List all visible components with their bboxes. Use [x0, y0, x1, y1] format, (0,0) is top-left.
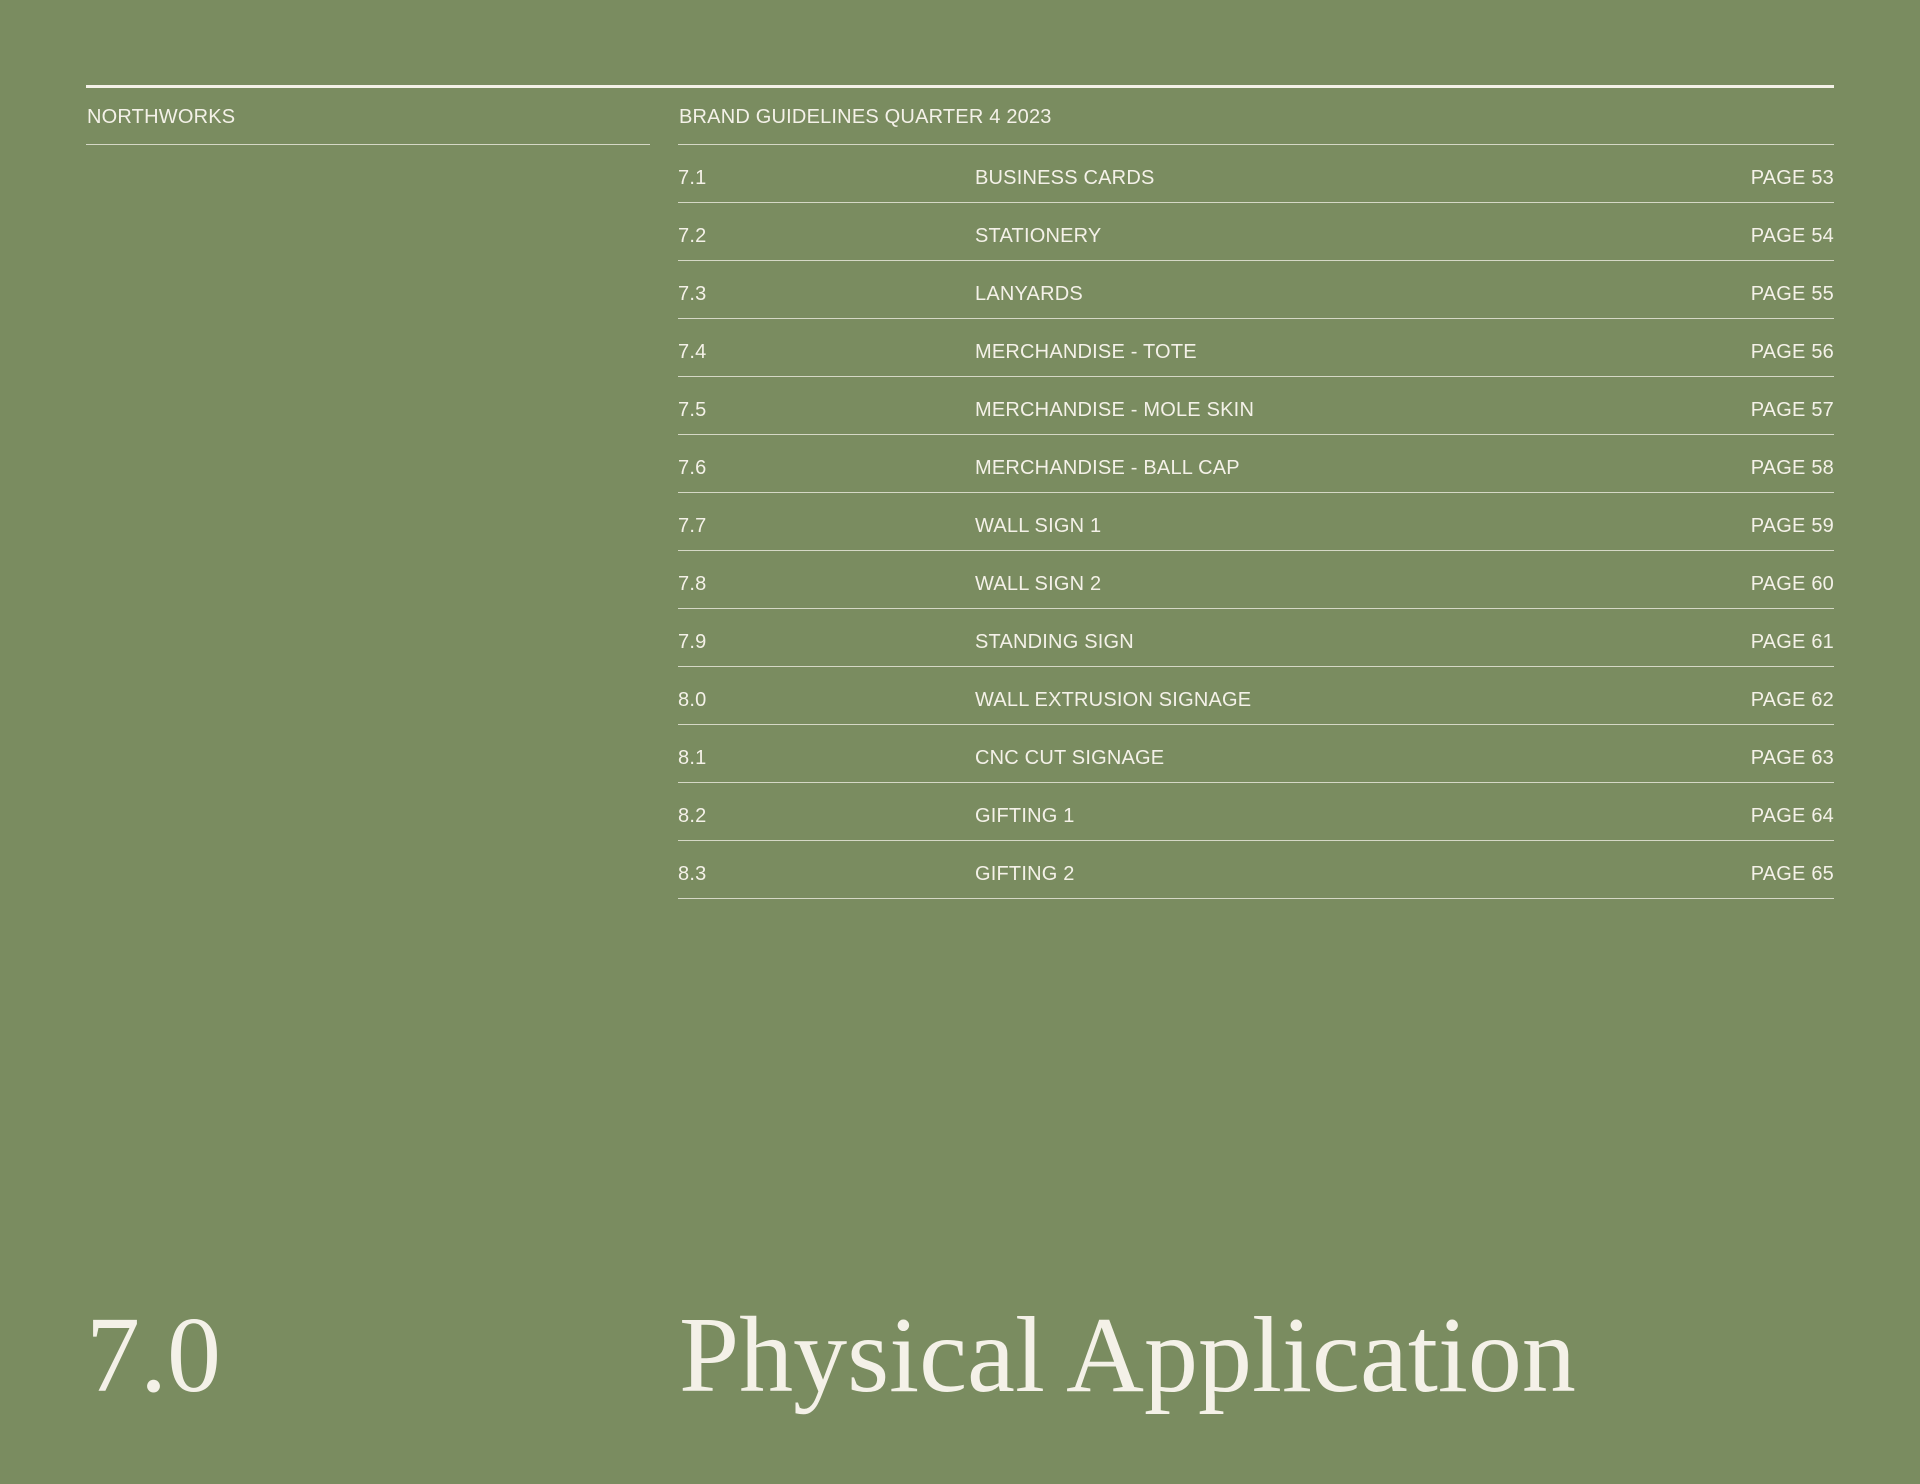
toc-row[interactable]: [678, 377, 1834, 435]
toc-page-reference: PAGE 56: [1750, 341, 1834, 363]
toc-section-number: 8.0: [678, 689, 707, 711]
toc-section-title: STANDING SIGN: [975, 631, 1134, 653]
brand-divider: [86, 144, 650, 145]
document-title: BRAND GUIDELINES QUARTER 4 2023: [679, 106, 1052, 128]
toc-section-number: 8.3: [678, 863, 707, 885]
toc-page-reference: PAGE 53: [1750, 167, 1834, 189]
section-title: Physical Application: [679, 1296, 1576, 1415]
toc-section-title: GIFTING 1: [975, 805, 1075, 827]
toc-section-number: 7.3: [678, 283, 707, 305]
header-top-rule: [86, 85, 1834, 88]
toc-section-number: 7.4: [678, 341, 707, 363]
toc-section-title: MERCHANDISE - TOTE: [975, 341, 1197, 363]
toc-row[interactable]: [678, 493, 1834, 551]
toc-row[interactable]: [678, 841, 1834, 899]
table-of-contents: [678, 144, 1834, 899]
toc-page-reference: PAGE 62: [1750, 689, 1834, 711]
toc-section-number: 7.8: [678, 573, 707, 595]
toc-section-title: WALL SIGN 1: [975, 515, 1102, 537]
toc-page-reference: PAGE 59: [1750, 515, 1834, 537]
toc-page-reference: PAGE 63: [1750, 747, 1834, 769]
toc-section-number: 7.7: [678, 515, 707, 537]
toc-section-number: 7.9: [678, 631, 707, 653]
section-number: 7.0: [86, 1296, 221, 1415]
toc-page-reference: PAGE 57: [1750, 399, 1834, 421]
brand-name: NORTHWORKS: [87, 106, 236, 128]
toc-section-title: WALL SIGN 2: [975, 573, 1102, 595]
toc-section-title: MERCHANDISE - BALL CAP: [975, 457, 1240, 479]
toc-section-title: LANYARDS: [975, 283, 1083, 305]
toc-section-number: 8.2: [678, 805, 707, 827]
toc-page-reference: PAGE 65: [1750, 863, 1834, 885]
toc-row[interactable]: [678, 261, 1834, 319]
toc-section-number: 8.1: [678, 747, 707, 769]
toc-row[interactable]: [678, 145, 1834, 203]
toc-row[interactable]: [678, 435, 1834, 493]
toc-row[interactable]: [678, 783, 1834, 841]
toc-section-number: 7.1: [678, 167, 707, 189]
toc-row[interactable]: [678, 319, 1834, 377]
toc-row[interactable]: [678, 667, 1834, 725]
toc-row[interactable]: [678, 551, 1834, 609]
toc-page-reference: PAGE 60: [1750, 573, 1834, 595]
toc-row[interactable]: [678, 609, 1834, 667]
toc-row[interactable]: [678, 725, 1834, 783]
toc-row[interactable]: [678, 203, 1834, 261]
toc-section-title: GIFTING 2: [975, 863, 1075, 885]
toc-page-reference: PAGE 54: [1750, 225, 1834, 247]
toc-section-title: BUSINESS CARDS: [975, 167, 1155, 189]
toc-section-title: WALL EXTRUSION SIGNAGE: [975, 689, 1252, 711]
toc-section-number: 7.5: [678, 399, 707, 421]
toc-section-title: STATIONERY: [975, 225, 1102, 247]
toc-page-reference: PAGE 61: [1750, 631, 1834, 653]
toc-section-number: 7.6: [678, 457, 707, 479]
toc-page-reference: PAGE 55: [1750, 283, 1834, 305]
toc-section-title: CNC CUT SIGNAGE: [975, 747, 1165, 769]
toc-section-title: MERCHANDISE - MOLE SKIN: [975, 399, 1255, 421]
toc-page-reference: PAGE 64: [1750, 805, 1834, 827]
toc-section-number: 7.2: [678, 225, 707, 247]
toc-page-reference: PAGE 58: [1750, 457, 1834, 479]
